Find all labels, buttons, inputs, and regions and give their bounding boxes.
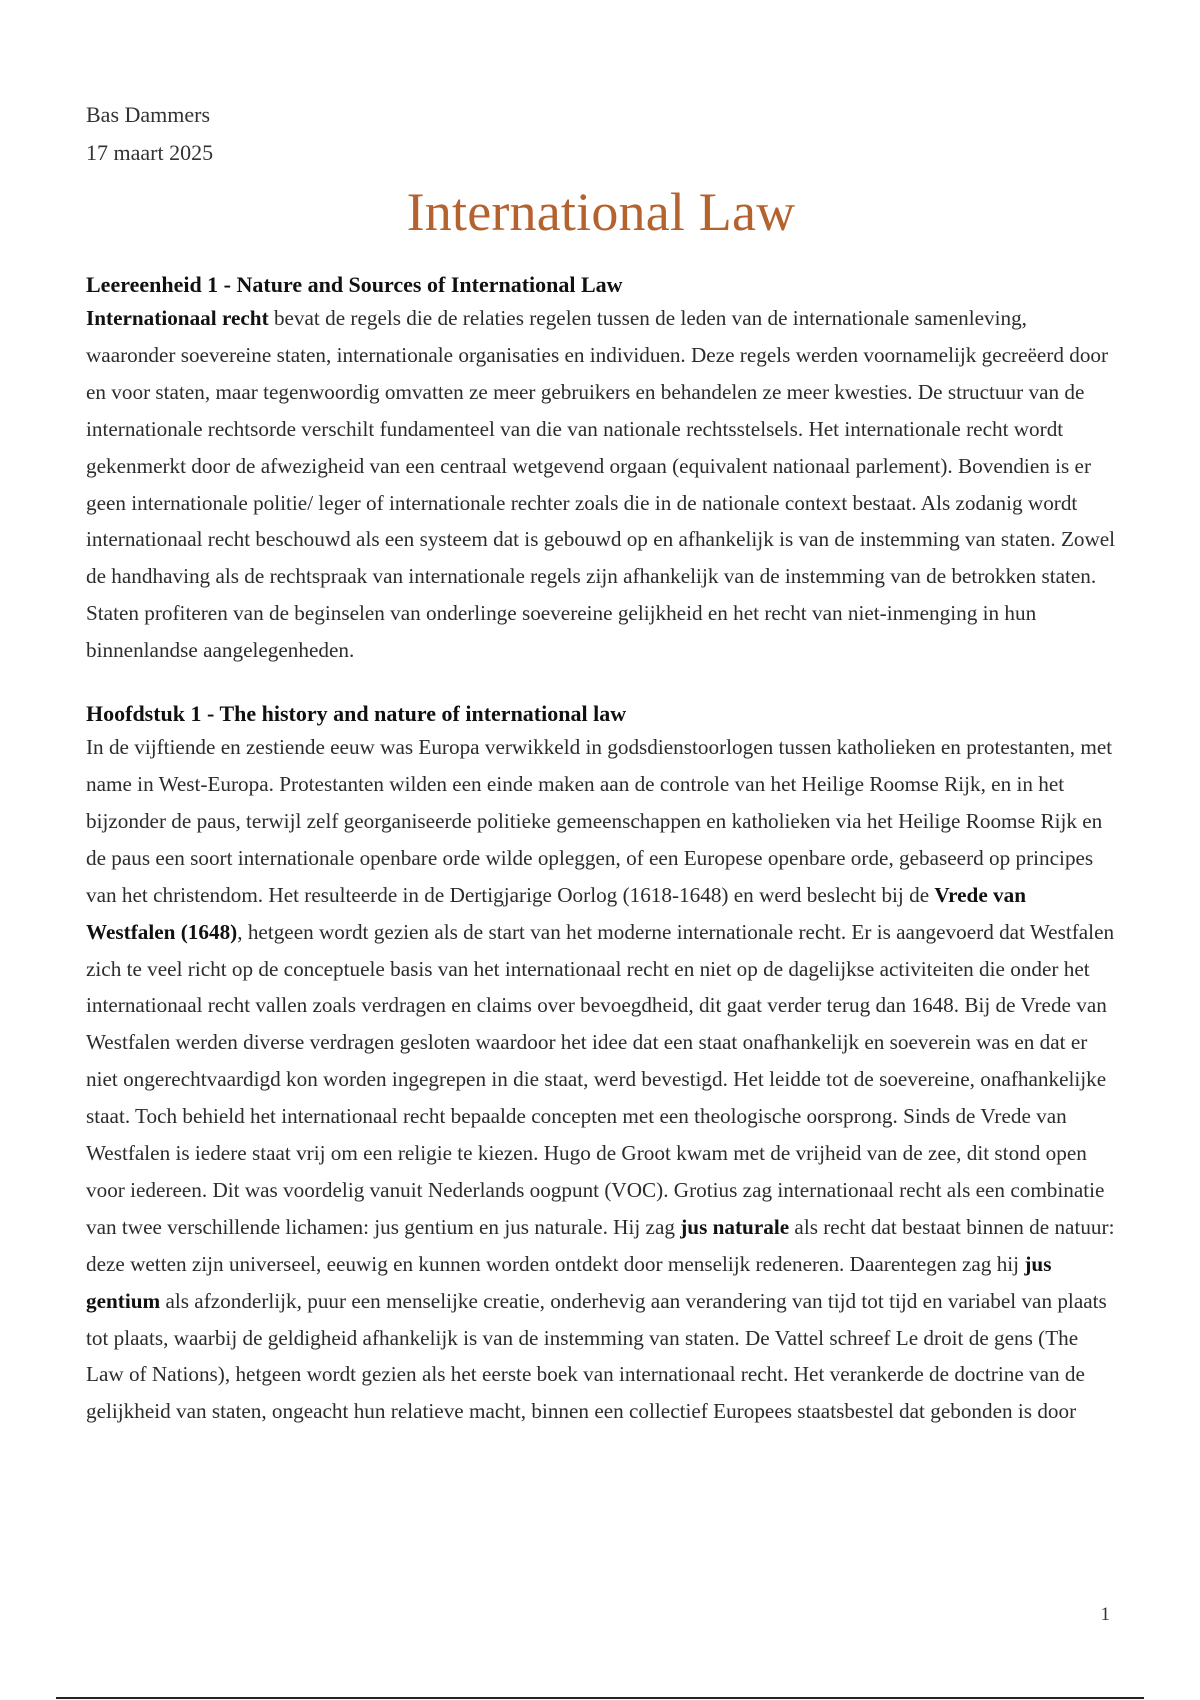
paragraph-text: , hetgeen wordt gezien als de start van het moderne internationale recht. Er is aangevoerd dat Westfalen zich te veel richt op de conceptuele basis van het internationaal recht en niet op de dagelijkse activiteiten die onder het internationaal recht vallen zoals verdragen en claims over bevoegdheid, dit gaat verder terug dan 1648. Bij de Vrede van Westfalen werden diverse verdragen gesloten waardoor het idee dat een staat onafhankelijk en soeverein was en dat er niet ongerechtvaardigd kon worden ingegrepen in die staat, werd bevestigd. Het leidde tot de soevereine, onafhankelijke staat. Toch behield het internationaal recht bepaalde concepten met een theologische oorsprong. Sinds de Vrede van Westfalen is iedere staat vrij om een religie te kiezen. Hugo de Groot kwam met de vrijheid van de zee, dit stond open voor iedereen. Dit was voordelig vanuit Nederlands oogpunt (VOC). Grotius zag internationaal recht als een combinatie van twee verschillende lichamen: jus gentium en jus naturale. Hij zag [86, 919, 1115, 1239]
bold-term: jus gentium [86, 1251, 1052, 1313]
section-leereenheid-1 [86, 270, 1116, 669]
document-date: 17 maart 2025 [86, 140, 214, 165]
section-paragraph [86, 729, 1116, 1430]
paragraph-text: als afzonderlijk, puur een menselijke creatie, onderhevig aan verandering van tijd tot tijd en variabel van plaats tot plaats, waarbij de geldigheid afhankelijk is van de instemming van staten. De Vattel schreef Le droit de gens (The Law of Nations), hetgeen wordt gezien als het eerste boek van internationaal recht. Het verankerde de doctrine van de gelijkheid van staten, ongeacht hun relatieve macht, binnen een collectief Europees staatsbestel dat gebonden is door [86, 1288, 1107, 1424]
author-name: Bas Dammers [86, 102, 211, 127]
bold-term: Internationaal recht [86, 306, 269, 330]
document-page [86, 96, 1116, 1430]
section-heading: Leereenheid 1 - Nature and Sources of International Law [86, 272, 623, 297]
paragraph-text: In de vijftiende en zestiende eeuw was Europa verwikkeld in godsdienstoorlogen tussen katholieken en protestanten, met name in West-Europa. Protestanten wilden een einde maken aan de controle van het Heilige Roomse Rijk, en in het bijzonder de paus, terwijl zelf georganiseerde politieke gemeenschappen en katholieken via het Heilige Roomse Rijk en de paus een soort internationale openbare orde wilde opleggen, of een Europese openbare orde, gebaseerd op principes van het christendom. Het resulteerde in de Dertigjarige Oorlog (1618-1648) en werd beslecht bij de [86, 735, 1113, 907]
paragraph-text: bevat de regels die de relaties regelen tussen de leden van de internationale samenleving, waaronder soevereine staten, internationale organisaties en individuen. Deze regels werden voornamelijk gecreëerd door en voor staten, maar tegenwoordig omvatten ze meer gebruikers en behandelen ze meer kwesties. De structuur van de internationale rechtsorde verschilt fundamenteel van die van nationale rechtsstelsels. Het internationale recht wordt gekenmerkt door de afwezigheid van een centraal wetgevend orgaan (equivalent nationaal parlement). Bovendien is er geen internationale politie/ leger of internationale rechter zoals die in de nationale context bestaat. Als zodanig wordt internationaal recht beschouwd als een systeem dat is gebouwd op en afhankelijk is van de instemming van staten. Zowel de handhaving als de rechtspraak van internationale regels zijn afhankelijk van de instemming van de betrokken staten. Staten profiteren van de beginselen van onderlinge soevereine gelijkheid en het recht van niet-inmenging in hun binnenlandse aangelegenheden. [86, 306, 1116, 663]
bold-term: Vrede van Westfalen (1648) [86, 882, 1027, 944]
section-heading: Hoofdstuk 1 - The history and nature of international law [86, 701, 627, 727]
bold-term: jus naturale [680, 1214, 790, 1239]
page-divider [56, 1697, 1144, 1699]
page-number: 1 [1100, 1604, 1110, 1625]
paragraph-text: als recht dat bestaat binnen de natuur: deze wetten zijn universeel, eeuwig en kunnen worden ontdekt door menselijk redeneren. Daarentegen zag hij [86, 1214, 1115, 1276]
section-paragraph [86, 300, 1116, 669]
document-title: International Law [406, 182, 796, 242]
section-hoofdstuk-1 [86, 699, 1116, 1430]
